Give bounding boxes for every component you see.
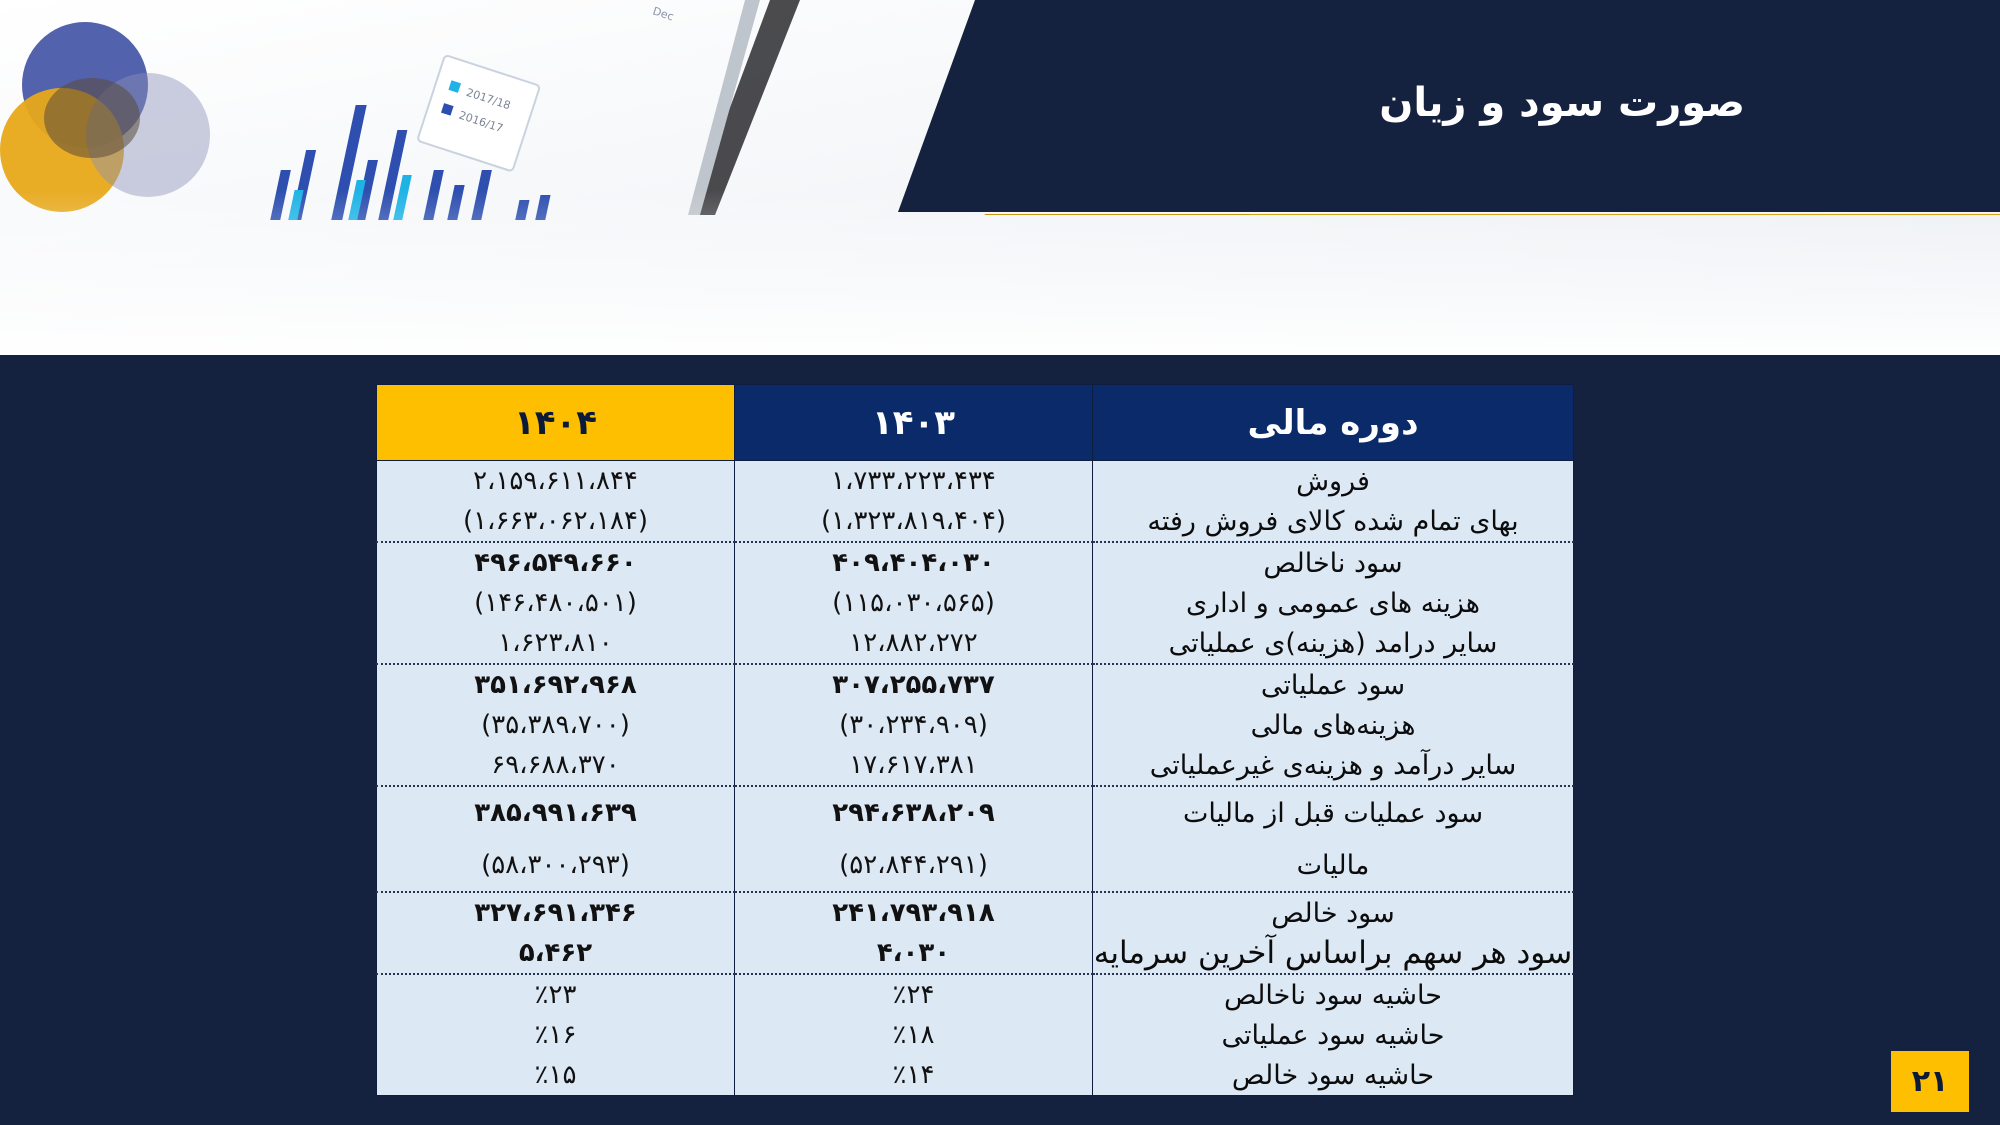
cell-value-1403: ۲۴۱،۷۹۳،۹۱۸	[735, 892, 1093, 933]
cell-value-1403: ٪۲۴	[735, 974, 1093, 1015]
svg-text:2016/17: 2016/17	[457, 108, 505, 136]
cell-value-1403: (۱۱۵،۰۳۰،۵۶۵)	[735, 583, 1093, 623]
header-fiscal-period: دوره مالی	[1093, 385, 1574, 461]
cell-value-1404: ٪۱۵	[377, 1055, 735, 1096]
table-row	[377, 461, 1574, 502]
table-row	[377, 786, 1574, 839]
row-label: حاشیه سود عملیاتی	[1093, 1015, 1574, 1055]
svg-text:2017/18: 2017/18	[464, 85, 513, 113]
row-label: فروش	[1093, 461, 1574, 502]
row-label: سایر درآمد و هزینه‌ی غیرعملیاتی	[1093, 745, 1574, 786]
slide-title: صورت سود و زیان	[1379, 80, 1745, 126]
table-row	[377, 623, 1574, 664]
row-label: سود عملیاتی	[1093, 664, 1574, 705]
cell-value-1403: ۴،۰۳۰	[735, 933, 1093, 974]
cell-value-1404: (۵۸،۳۰۰،۲۹۳)	[377, 839, 735, 892]
row-label: سایر درامد (هزینه)ی عملیاتی	[1093, 623, 1574, 664]
row-label: حاشیه سود ناخالص	[1093, 974, 1574, 1015]
row-label: سود عملیات قبل از مالیات	[1093, 786, 1574, 839]
cell-value-1404: ۳۲۷،۶۹۱،۳۴۶	[377, 892, 735, 933]
cell-value-1403: ۲۹۴،۶۳۸،۲۰۹	[735, 786, 1093, 839]
cell-value-1404: ۵،۴۶۲	[377, 933, 735, 974]
cell-value-1403: ۱۷،۶۱۷،۳۸۱	[735, 745, 1093, 786]
row-label: بهای تمام شده کالای فروش رفته	[1093, 501, 1574, 542]
cell-value-1404: (۱۴۶،۴۸۰،۵۰۱)	[377, 583, 735, 623]
svg-text:Dec: Dec	[651, 4, 676, 24]
cell-value-1404: ٪۱۶	[377, 1015, 735, 1055]
header-year-1403: ۱۴۰۳	[735, 385, 1093, 461]
cell-value-1403: ۱۲،۸۸۲،۲۷۲	[735, 623, 1093, 664]
table-row	[377, 705, 1574, 745]
table-row	[377, 745, 1574, 786]
table-header-row	[377, 385, 1574, 461]
cell-value-1403: ۴۰۹،۴۰۴،۰۳۰	[735, 542, 1093, 583]
row-label: سود ناخالص	[1093, 542, 1574, 583]
cell-value-1403: ٪۱۸	[735, 1015, 1093, 1055]
row-label: سود خالص	[1093, 892, 1574, 933]
table-row	[377, 1055, 1574, 1096]
cell-value-1404: ۳۸۵،۹۹۱،۶۳۹	[377, 786, 735, 839]
table-row	[377, 1015, 1574, 1055]
cell-value-1404: ٪۲۳	[377, 974, 735, 1015]
cell-value-1403: (۳۰،۲۳۴،۹۰۹)	[735, 705, 1093, 745]
table-row	[377, 664, 1574, 705]
cell-value-1403: ۱،۷۳۳،۲۲۳،۴۳۴	[735, 461, 1093, 502]
cell-value-1404: ۶۹،۶۸۸،۳۷۰	[377, 745, 735, 786]
cell-value-1403: ۳۰۷،۲۵۵،۷۳۷	[735, 664, 1093, 705]
page-number-badge: ۲۱	[1891, 1051, 1969, 1112]
cell-value-1403: (۱،۳۲۳،۸۱۹،۴۰۴)	[735, 501, 1093, 542]
cell-value-1404: ۲،۱۵۹،۶۱۱،۸۴۴	[377, 461, 735, 502]
cell-value-1403: ٪۱۴	[735, 1055, 1093, 1096]
table-row	[377, 933, 1574, 974]
row-label: حاشیه سود خالص	[1093, 1055, 1574, 1096]
row-label: مالیات	[1093, 839, 1574, 892]
table-row	[377, 542, 1574, 583]
cell-value-1404: (۳۵،۳۸۹،۷۰۰)	[377, 705, 735, 745]
cell-value-1403: (۵۲،۸۴۴،۲۹۱)	[735, 839, 1093, 892]
table-row	[377, 974, 1574, 1015]
cell-value-1404: (۱،۶۶۳،۰۶۲،۱۸۴)	[377, 501, 735, 542]
row-label: هزینه‌های مالی	[1093, 705, 1574, 745]
header-year-1404: ۱۴۰۴	[377, 385, 735, 461]
cell-value-1404: ۱،۶۲۳،۸۱۰	[377, 623, 735, 664]
table-row	[377, 501, 1574, 542]
table-row	[377, 839, 1574, 892]
header-banner	[0, 0, 2000, 355]
cell-value-1404: ۴۹۶،۵۴۹،۶۶۰	[377, 542, 735, 583]
table-row	[377, 892, 1574, 933]
row-label: سود هر سهم براساس آخرین سرمایه	[1093, 933, 1574, 974]
income-statement-table-wrap	[376, 384, 1573, 1096]
table-row	[377, 583, 1574, 623]
cell-value-1404: ۳۵۱،۶۹۲،۹۶۸	[377, 664, 735, 705]
income-statement-table	[376, 384, 1574, 1096]
row-label: هزینه های عمومی و اداری	[1093, 583, 1574, 623]
